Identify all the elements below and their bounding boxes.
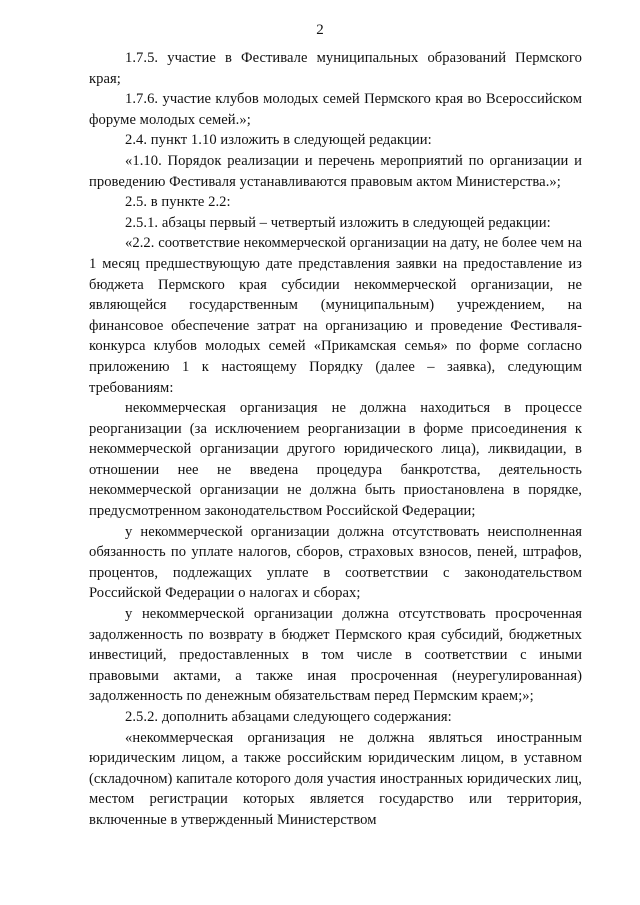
paragraph-2-5-2: 2.5.2. дополнить абзацами следующего содержания: [125, 709, 452, 725]
paragraph-2-2-quote: «2.2. соответствие некоммерческой организации на дату, не более чем на 1 месяц предшествующую дате представления заявки на предоставление из бюджета Пермского края субсидии некоммерческой организации, не являющейся государственным (муниципальным) учреждением, на финансовое обеспечение затрат на организацию и проведение Фестиваля-конкурса клубов молодых семей «Прикамская семья» по форме согласно приложению 1 к настоящему Порядку (далее – заявка), следующим требованиям: [89, 235, 582, 396]
paragraph-requirement-reorganization: некоммерческая организация не должна находиться в процессе реорганизации (за исключением реорганизации в форме присоединения к некоммерческой организации другого юридического лица), ликвидации, в отношении нее не введена процедура банкротства, деятельность некоммерческой организации не должна быть приостановлена в порядке, предусмотренном законодательством Российской Федерации; [89, 400, 582, 520]
paragraph-requirement-taxes: у некоммерческой организации должна отсутствовать неисполненная обязанность по уплате налогов, сборов, страховых взносов, пеней, штрафов, процентов, подлежащих уплате в соответствии с законодательством Российской Федерации о налогах и сборах; [89, 523, 582, 602]
page-number: 2 [316, 22, 324, 38]
paragraph-1-10-quote: «1.10. Порядок реализации и перечень мероприятий по организации и проведению Фестиваля устанавливаются правовым актом Министерства.»; [89, 152, 582, 190]
paragraph-1-7-6: 1.7.6. участие клубов молодых семей Пермского края во Всероссийском форуме молодых семей.»; [89, 91, 582, 128]
paragraph-2-5: 2.5. в пункте 2.2: [125, 194, 231, 211]
paragraph-2-5-1: 2.5.1. абзацы первый – четвертый изложить в следующей редакции: [125, 214, 551, 231]
paragraph-requirement-debts: у некоммерческой организации должна отсутствовать просроченная задолженность по возврату в бюджет Пермского края субсидий, бюджетных инвестиций, предоставленных в том числе в соответствии с иными правовыми актами, а также иная просроченная (неурегулированная) задолженность по денежным обязательствам перед Пермским краем;»; [89, 606, 582, 705]
paragraph-1-7-5: 1.7.5. участие в Фестивале муниципальных образований Пермского края; [89, 50, 582, 87]
paragraph-2-4: 2.4. пункт 1.10 изложить в следующей редакции: [125, 132, 432, 149]
document-body [89, 48, 582, 831]
paragraph-foreign-entity: «некоммерческая организация не должна являться иностранным юридическим лицом, а также российским юридическим лицом, в уставном (складочном) капитале которого доля участия иностранных юридических лиц, местом регистрации которых является государство или территория, включенные в утвержденный Министерством [89, 729, 582, 828]
